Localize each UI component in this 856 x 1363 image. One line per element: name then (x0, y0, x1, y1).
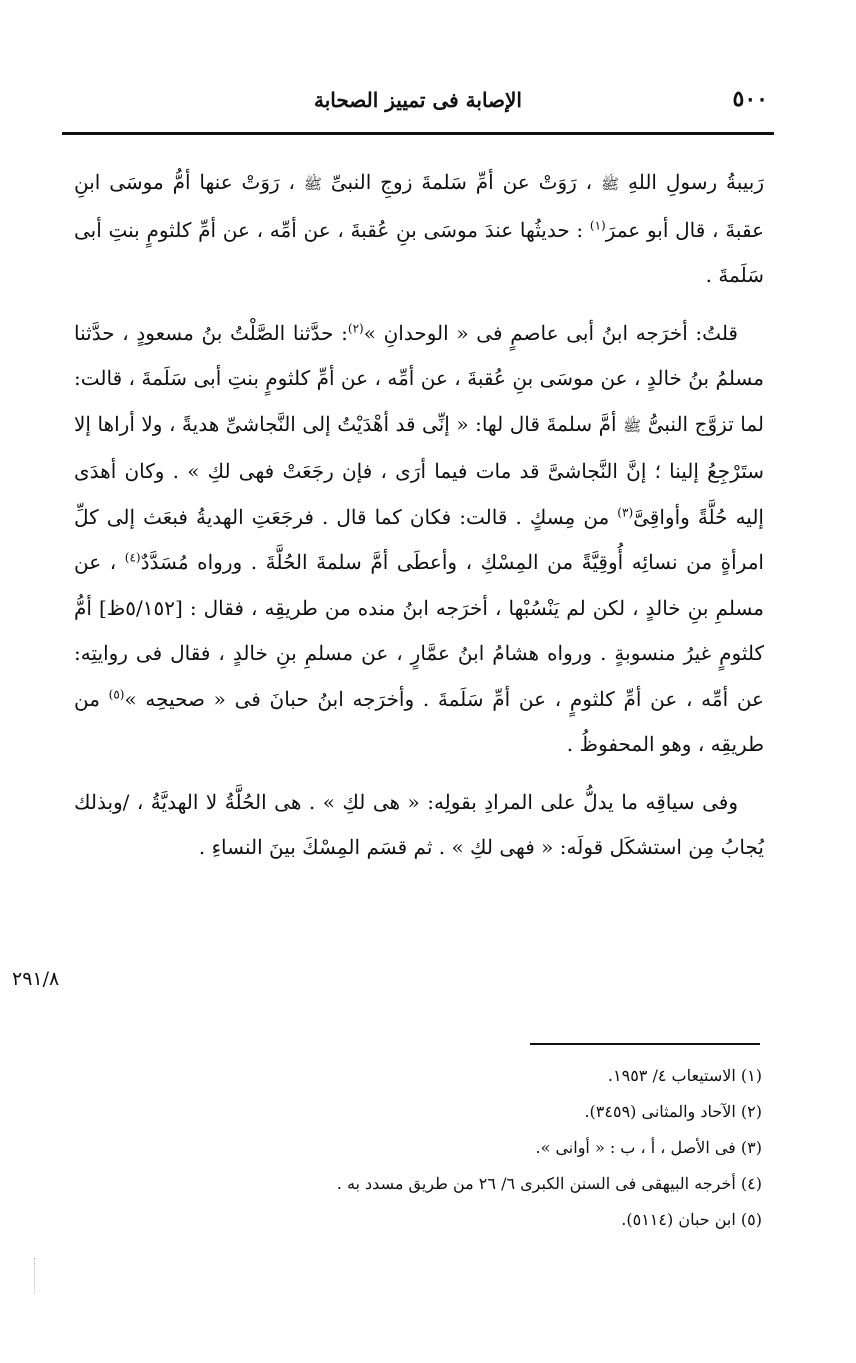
text-run: ، رَوَتْ عن أمِّ سَلمةَ زوجِ النبىِّ (330, 170, 593, 194)
footnote-divider (530, 1043, 760, 1045)
text-run: رَبيبةُ رسولِ اللهِ (627, 170, 765, 194)
footnote-2: (٢) الآحاد والمثانى (٣٤٥٩). (584, 1102, 762, 1121)
footnote-ref-1[interactable]: (١) (589, 217, 606, 232)
folio-marker: [٥/١٥٢ظ] (98, 595, 183, 620)
honorific-glyph: ﷺ (600, 175, 620, 193)
footnotes (130, 1058, 762, 1238)
text-run: من طريقِه ، وهو المحفوظُ . (74, 686, 764, 756)
footnote-1: (١) الاستيعاب ٤/ ١٩٥٣. (607, 1066, 762, 1085)
text-run: أمَّ سلمةَ قال لها: « إنِّى قد أهْدَيْتُ إلى النَّجاشىِّ هديةً ، ولا أراها إلا ستَرْجِعُ إلينا ؛ إنَّ النَّجاشىَّ قد مات فيما أرَى ، فإن رجَعَتْ فهى لكِ » . وكان أهدَى إليه حُلَّةً وأواقِىَّ (74, 411, 764, 529)
page-number: ٥٠٠ (732, 86, 768, 112)
text-run: أمُّ كلثومٍ غيرُ منسوبةٍ . ورواه هشامُ ابنُ عمَّارٍ ، عن مسلمِ بنِ خالدٍ ، فقال فى روايتِه: عن أمِّه ، عن أمِّ كلثومٍ ، عن أمِّ سَلَمةَ . وأخرَجه ابنُ حبانَ فى « صحيحِه » (74, 595, 764, 711)
footnote-ref-4[interactable]: (٤) (124, 550, 141, 565)
text-run: قلتُ: أخرَجه ابنُ أبى عاصمٍ فى « الوحدانِ » (363, 320, 738, 345)
paragraph-3 (74, 780, 764, 871)
header-divider (62, 132, 774, 135)
footnote-ref-5[interactable]: (٥) (108, 686, 125, 701)
honorific-glyph: ﷺ (623, 416, 642, 435)
text-run: : حدَّثنا الصَّلْتُ بنُ مسعودٍ ، حدَّثنا مسلمُ بنُ خالدٍ ، عن موسَى بنِ عُقبةَ ، عن أمِّه ، عن أمِّ كلثومٍ بنتِ أبى سَلَمةَ ، قالت: لما تزوَّج النبىُّ (74, 320, 765, 436)
paragraph-1 (74, 160, 764, 299)
text-run: وفى سياقِه ما يدلُّ على المرادِ بقولِه: « هى لكِ » . هى الحُلَّةُ لا الهديَّةُ ، /وبذلك يُجابُ مِن استشكَل قولَه: « فهى لكِ » . ثم قسَم المِسْكَ بينَ النساءِ . (74, 789, 764, 859)
scan-speck (34, 1258, 36, 1292)
footnote-ref-3[interactable]: (٣) (617, 504, 634, 519)
footnote-5: (٥) ابن حبان (٥١١٤). (621, 1210, 762, 1229)
page-header (62, 82, 774, 122)
footnote-3: (٣) فى الأصل ، أ ، ب : « أوانى ». (535, 1138, 762, 1157)
text-run: : حديثُها عندَ موسَى بنِ عُقبةَ ، عن أمِّه ، عن أمِّ كلثومٍ بنتِ أبى سَلَمةَ . (74, 217, 764, 287)
text-run: من مِسكٍ . قالت: فكان كما قال . فرجَعَتِ الهديةُ فبعَث إلى كلِّ امرأةٍ من نسائِه أُوقِيَّةً من المِسْكِ ، وأعطَى أمَّ سلمةَ الحُلَّةَ . ورواه مُسَدَّدٌ (74, 504, 764, 574)
text-run: ، عن مسلمِ بنِ خالدٍ ، لكن لم يَنْسُبْها ، أخرَجه ابنُ منده من طريقِه ، فقال : (74, 550, 764, 620)
paragraph-2 (74, 311, 764, 768)
running-title: الإصابة فى تمييز الصحابة (314, 88, 522, 112)
margin-volume-reference: ٢٩١/٨ (12, 968, 60, 990)
footnote-ref-2[interactable]: (٢) (347, 320, 364, 335)
main-text (74, 160, 764, 883)
footnote-4: (٤) أخرجه البيهقى فى السنن الكبرى ٦/ ٢٦ من طريق مسدد به . (336, 1174, 762, 1193)
honorific-glyph: ﷺ (303, 175, 322, 193)
text-run: ، رَوَتْ عنها أمُّ موسَى ابنِ عقبةَ ، قال أبو عمرَ (74, 170, 764, 242)
